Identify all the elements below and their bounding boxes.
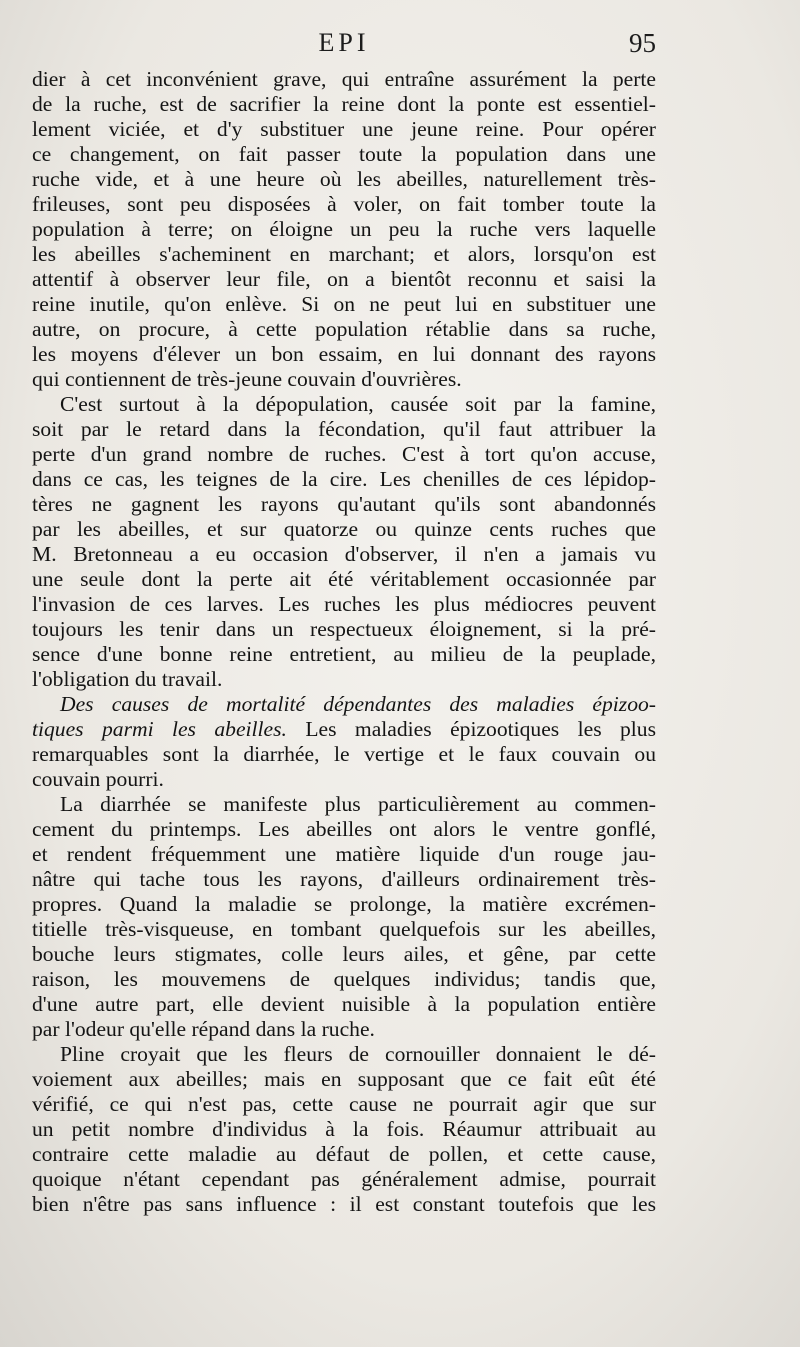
text-line: cement du printemps. Les abeilles ont alors le ventre gonflé, bbox=[32, 817, 656, 841]
section-heading-italic: Des causes de mortalité dépendantes des maladies épizoo- bbox=[60, 692, 656, 716]
paragraph-5 bbox=[32, 1042, 656, 1217]
text-line: lement viciée, et d'y substituer une jeune reine. Pour opérer bbox=[32, 117, 656, 141]
text-line: les moyens d'élever un bon essaim, en lui donnant des rayons bbox=[32, 342, 656, 366]
text-line: population à terre; on éloigne un peu la ruche vers laquelle bbox=[32, 217, 656, 241]
text-line: de la ruche, est de sacrifier la reine dont la ponte est essentiel- bbox=[32, 92, 656, 116]
body-text bbox=[32, 67, 656, 1217]
text-line: les abeilles s'acheminent en marchant; et alors, lorsqu'on est bbox=[32, 242, 656, 266]
text-run: Les maladies épizootiques les plus bbox=[286, 717, 656, 741]
section-heading-italic: tiques parmi les abeilles. bbox=[32, 717, 287, 741]
text-line: M. Bretonneau a eu occasion d'observer, il n'en a jamais vu bbox=[32, 542, 656, 566]
page-number: 95 bbox=[629, 28, 656, 58]
text-line: dier à cet inconvénient grave, qui entraîne assurément la perte bbox=[32, 67, 656, 91]
text-line: autre, on procure, à cette population rétablie dans sa ruche, bbox=[32, 317, 656, 341]
text-line: qui contiennent de très-jeune couvain d'ouvrières. bbox=[32, 367, 462, 391]
text-line: l'invasion de ces larves. Les ruches les plus médiocres peuvent bbox=[32, 592, 656, 616]
text-line: reine inutile, qu'on enlève. Si on ne peut lui en substituer une bbox=[32, 292, 656, 316]
text-line: une seule dont la perte ait été véritablement occasionnée par bbox=[32, 567, 656, 591]
text-line: C'est surtout à la dépopulation, causée soit par la famine, bbox=[60, 392, 656, 416]
text-line: vérifié, ce qui n'est pas, cette cause ne pourrait agir que sur bbox=[32, 1092, 656, 1116]
text-line: et rendent fréquemment une matière liquide d'un rouge jau- bbox=[32, 842, 656, 866]
running-head: EPI bbox=[318, 28, 370, 57]
text-line: par les abeilles, et sur quatorze ou quinze cents ruches que bbox=[32, 517, 656, 541]
text-line: ruche vide, et à une heure où les abeilles, naturellement très- bbox=[32, 167, 656, 191]
text-line: Pline croyait que les fleurs de cornouiller donnaient le dé- bbox=[60, 1042, 656, 1066]
paragraph-1 bbox=[32, 67, 656, 392]
text-line: titielle très-visqueuse, en tombant quelquefois sur les abeilles, bbox=[32, 917, 656, 941]
page-header bbox=[32, 28, 656, 68]
text-line: perte d'un grand nombre de ruches. C'est à tort qu'on accuse, bbox=[32, 442, 656, 466]
text-line: ce changement, on fait passer toute la population dans une bbox=[32, 142, 656, 166]
text-line: l'obligation du travail. bbox=[32, 667, 223, 691]
text-line: bouche leurs stigmates, colle leurs ailes, et gêne, par cette bbox=[32, 942, 656, 966]
text-line: propres. Quand la maladie se prolonge, la matière excrémen- bbox=[32, 892, 656, 916]
text-line: couvain pourri. bbox=[32, 767, 164, 791]
text-line: raison, les mouvemens de quelques individus; tandis que, bbox=[32, 967, 656, 991]
paragraph-2 bbox=[32, 392, 656, 692]
text-line: contraire cette maladie au défaut de pollen, et cette cause, bbox=[32, 1142, 656, 1166]
text-line: dans ce cas, les teignes de la cire. Les chenilles de ces lépidop- bbox=[32, 467, 656, 491]
text-line: voiement aux abeilles; mais en supposant que ce fait eût été bbox=[32, 1067, 656, 1091]
text-line: La diarrhée se manifeste plus particulièrement au commen- bbox=[60, 792, 656, 816]
text-line: remarquables sont la diarrhée, le vertige et le faux couvain ou bbox=[32, 742, 656, 766]
paragraph-4 bbox=[32, 792, 656, 1042]
text-line: sence d'une bonne reine entretient, au milieu de la peuplade, bbox=[32, 642, 656, 666]
text-line: d'une autre part, elle devient nuisible à la population entière bbox=[32, 992, 656, 1016]
text-line: nâtre qui tache tous les rayons, d'ailleurs ordinairement très- bbox=[32, 867, 656, 891]
text-line: par l'odeur qu'elle répand dans la ruche. bbox=[32, 1017, 375, 1041]
text-line: un petit nombre d'individus à la fois. Réaumur attribuait au bbox=[32, 1117, 656, 1141]
text-line: soit par le retard dans la fécondation, qu'il faut attribuer la bbox=[32, 417, 656, 441]
text-line: attentif à observer leur file, on a bientôt reconnu et saisi la bbox=[32, 267, 656, 291]
text-line bbox=[32, 717, 656, 742]
paragraph-3 bbox=[32, 692, 656, 792]
text-line: bien n'être pas sans influence : il est constant toutefois que les bbox=[32, 1192, 656, 1216]
text-line: tères ne gagnent les rayons qu'autant qu'ils sont abandonnés bbox=[32, 492, 656, 516]
text-line: quoique n'étant cependant pas généralement admise, pourrait bbox=[32, 1167, 656, 1191]
text-line: toujours les tenir dans un respectueux éloignement, si la pré- bbox=[32, 617, 656, 641]
text-line: frileuses, sont peu disposées à voler, on fait tomber toute la bbox=[32, 192, 656, 216]
